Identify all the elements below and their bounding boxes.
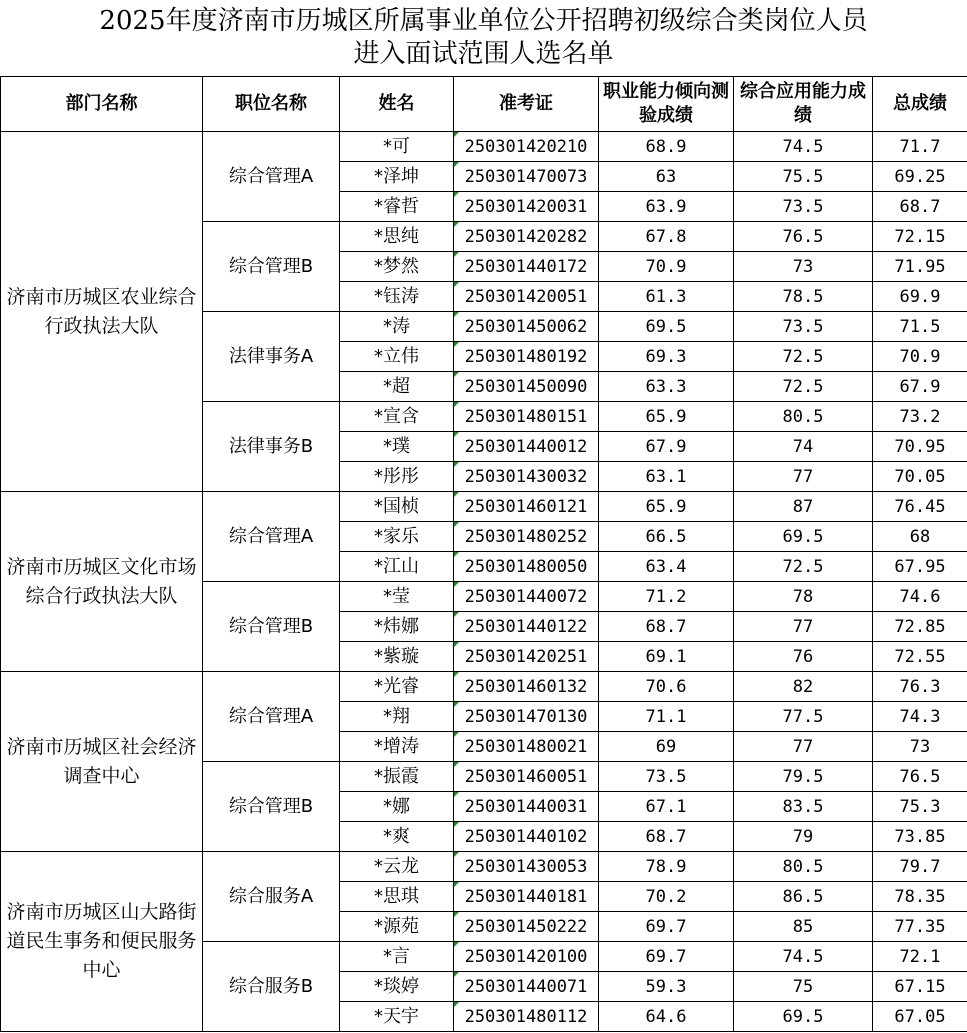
applied-score-cell: 75.5 bbox=[734, 162, 873, 192]
total-score-cell: 71.7 bbox=[873, 132, 967, 162]
position-cell: 综合管理B bbox=[203, 762, 340, 852]
header-department: 部门名称 bbox=[1, 77, 203, 132]
aptitude-score-cell: 66.5 bbox=[599, 522, 734, 552]
table-row bbox=[1, 132, 967, 162]
position-cell: 综合管理B bbox=[203, 222, 340, 312]
title-line-2: 进入面试范围人选名单 bbox=[353, 39, 614, 69]
table-row bbox=[1, 672, 967, 702]
aptitude-score-cell: 69.5 bbox=[599, 312, 734, 342]
aptitude-score-cell: 63 bbox=[599, 162, 734, 192]
applied-score-cell: 73.5 bbox=[734, 192, 873, 222]
total-score-cell: 78.35 bbox=[873, 882, 967, 912]
aptitude-score-cell: 67.9 bbox=[599, 432, 734, 462]
table-row bbox=[1, 492, 967, 522]
candidate-name-cell: *宣含 bbox=[340, 402, 454, 432]
exam-id-cell: 250301420210 bbox=[454, 132, 599, 162]
aptitude-score-cell: 73.5 bbox=[599, 762, 734, 792]
department-cell: 济南市历城区文化市场综合行政执法大队 bbox=[1, 492, 203, 672]
applied-score-cell: 74.5 bbox=[734, 132, 873, 162]
total-score-cell: 69.9 bbox=[873, 282, 967, 312]
exam-id-cell: 250301480192 bbox=[454, 342, 599, 372]
exam-id-cell: 250301480050 bbox=[454, 552, 599, 582]
total-score-cell: 72.85 bbox=[873, 612, 967, 642]
header-name: 姓名 bbox=[340, 77, 454, 132]
total-score-cell: 67.05 bbox=[873, 1002, 967, 1032]
total-score-cell: 77.35 bbox=[873, 912, 967, 942]
candidate-name-cell: *涛 bbox=[340, 312, 454, 342]
exam-id-cell: 250301450062 bbox=[454, 312, 599, 342]
header-row bbox=[1, 77, 967, 132]
applied-score-cell: 73 bbox=[734, 252, 873, 282]
total-score-cell: 71.5 bbox=[873, 312, 967, 342]
candidate-name-cell: *家乐 bbox=[340, 522, 454, 552]
candidate-name-cell: *增涛 bbox=[340, 732, 454, 762]
applied-score-cell: 83.5 bbox=[734, 792, 873, 822]
department-cell: 济南市历城区农业综合行政执法大队 bbox=[1, 132, 203, 492]
candidate-name-cell: *可 bbox=[340, 132, 454, 162]
candidate-name-cell: *炜娜 bbox=[340, 612, 454, 642]
applied-score-cell: 86.5 bbox=[734, 882, 873, 912]
exam-id-cell: 250301420251 bbox=[454, 642, 599, 672]
aptitude-score-cell: 65.9 bbox=[599, 402, 734, 432]
title-line-1: 2025年度济南市历城区所属事业单位公开招聘初级综合类岗位人员 bbox=[99, 6, 868, 36]
candidate-name-cell: *国桢 bbox=[340, 492, 454, 522]
aptitude-score-cell: 69.7 bbox=[599, 942, 734, 972]
applied-score-cell: 74.5 bbox=[734, 942, 873, 972]
applied-score-cell: 78.5 bbox=[734, 282, 873, 312]
total-score-cell: 76.3 bbox=[873, 672, 967, 702]
aptitude-score-cell: 63.9 bbox=[599, 192, 734, 222]
candidate-name-cell: *云龙 bbox=[340, 852, 454, 882]
exam-id-cell: 250301430053 bbox=[454, 852, 599, 882]
exam-id-cell: 250301480151 bbox=[454, 402, 599, 432]
aptitude-score-cell: 69.3 bbox=[599, 342, 734, 372]
aptitude-score-cell: 63.1 bbox=[599, 462, 734, 492]
applied-score-cell: 76 bbox=[734, 642, 873, 672]
aptitude-score-cell: 63.3 bbox=[599, 372, 734, 402]
applied-score-cell: 77 bbox=[734, 612, 873, 642]
total-score-cell: 73.85 bbox=[873, 822, 967, 852]
applied-score-cell: 77.5 bbox=[734, 702, 873, 732]
exam-id-cell: 250301460051 bbox=[454, 762, 599, 792]
header-exam-id: 准考证 bbox=[454, 77, 599, 132]
candidate-name-cell: *光睿 bbox=[340, 672, 454, 702]
candidate-name-cell: *思纯 bbox=[340, 222, 454, 252]
applied-score-cell: 85 bbox=[734, 912, 873, 942]
total-score-cell: 67.15 bbox=[873, 972, 967, 1002]
exam-id-cell: 250301440071 bbox=[454, 972, 599, 1002]
candidate-name-cell: *梦然 bbox=[340, 252, 454, 282]
candidate-name-cell: *睿哲 bbox=[340, 192, 454, 222]
candidate-name-cell: *紫璇 bbox=[340, 642, 454, 672]
applied-score-cell: 77 bbox=[734, 732, 873, 762]
department-cell: 济南市历城区山大路街道民生事务和便民服务中心 bbox=[1, 852, 203, 1032]
exam-id-cell: 250301420031 bbox=[454, 192, 599, 222]
aptitude-score-cell: 71.2 bbox=[599, 582, 734, 612]
applied-score-cell: 74 bbox=[734, 432, 873, 462]
total-score-cell: 76.5 bbox=[873, 762, 967, 792]
candidate-name-cell: *琰婷 bbox=[340, 972, 454, 1002]
position-cell: 法律事务B bbox=[203, 402, 340, 492]
applied-score-cell: 69.5 bbox=[734, 1002, 873, 1032]
candidate-name-cell: *立伟 bbox=[340, 342, 454, 372]
position-cell: 综合管理B bbox=[203, 582, 340, 672]
header-applied-score: 综合应用能力成绩 bbox=[734, 77, 873, 132]
page-title bbox=[0, 0, 967, 76]
total-score-cell: 79.7 bbox=[873, 852, 967, 882]
exam-id-cell: 250301450090 bbox=[454, 372, 599, 402]
applied-score-cell: 76.5 bbox=[734, 222, 873, 252]
aptitude-score-cell: 78.9 bbox=[599, 852, 734, 882]
candidate-name-cell: *爽 bbox=[340, 822, 454, 852]
exam-id-cell: 250301420282 bbox=[454, 222, 599, 252]
total-score-cell: 70.95 bbox=[873, 432, 967, 462]
applied-score-cell: 72.5 bbox=[734, 342, 873, 372]
candidate-name-cell: *言 bbox=[340, 942, 454, 972]
applied-score-cell: 72.5 bbox=[734, 372, 873, 402]
exam-id-cell: 250301480112 bbox=[454, 1002, 599, 1032]
exam-id-cell: 250301440172 bbox=[454, 252, 599, 282]
aptitude-score-cell: 70.9 bbox=[599, 252, 734, 282]
candidate-name-cell: *超 bbox=[340, 372, 454, 402]
aptitude-score-cell: 63.4 bbox=[599, 552, 734, 582]
exam-id-cell: 250301460121 bbox=[454, 492, 599, 522]
aptitude-score-cell: 70.6 bbox=[599, 672, 734, 702]
exam-id-cell: 250301470073 bbox=[454, 162, 599, 192]
candidate-name-cell: *钰涛 bbox=[340, 282, 454, 312]
total-score-cell: 72.15 bbox=[873, 222, 967, 252]
applied-score-cell: 72.5 bbox=[734, 552, 873, 582]
exam-id-cell: 250301480021 bbox=[454, 732, 599, 762]
position-cell: 综合管理A bbox=[203, 672, 340, 762]
applied-score-cell: 80.5 bbox=[734, 402, 873, 432]
aptitude-score-cell: 69 bbox=[599, 732, 734, 762]
aptitude-score-cell: 59.3 bbox=[599, 972, 734, 1002]
position-cell: 综合服务A bbox=[203, 852, 340, 942]
total-score-cell: 72.55 bbox=[873, 642, 967, 672]
exam-id-cell: 250301440072 bbox=[454, 582, 599, 612]
total-score-cell: 67.95 bbox=[873, 552, 967, 582]
total-score-cell: 67.9 bbox=[873, 372, 967, 402]
header-total-score: 总成绩 bbox=[873, 77, 967, 132]
aptitude-score-cell: 67.1 bbox=[599, 792, 734, 822]
total-score-cell: 68.7 bbox=[873, 192, 967, 222]
candidate-name-cell: *泽坤 bbox=[340, 162, 454, 192]
aptitude-score-cell: 61.3 bbox=[599, 282, 734, 312]
applied-score-cell: 73.5 bbox=[734, 312, 873, 342]
department-cell: 济南市历城区社会经济调查中心 bbox=[1, 672, 203, 852]
exam-id-cell: 250301470130 bbox=[454, 702, 599, 732]
aptitude-score-cell: 69.7 bbox=[599, 912, 734, 942]
aptitude-score-cell: 68.7 bbox=[599, 612, 734, 642]
candidate-name-cell: *娜 bbox=[340, 792, 454, 822]
applied-score-cell: 79.5 bbox=[734, 762, 873, 792]
aptitude-score-cell: 68.9 bbox=[599, 132, 734, 162]
candidate-name-cell: *彤彤 bbox=[340, 462, 454, 492]
total-score-cell: 76.45 bbox=[873, 492, 967, 522]
position-cell: 综合服务B bbox=[203, 942, 340, 1032]
exam-id-cell: 250301440012 bbox=[454, 432, 599, 462]
exam-id-cell: 250301440031 bbox=[454, 792, 599, 822]
candidate-name-cell: *天宇 bbox=[340, 1002, 454, 1032]
exam-id-cell: 250301450222 bbox=[454, 912, 599, 942]
exam-id-cell: 250301420051 bbox=[454, 282, 599, 312]
position-cell: 综合管理A bbox=[203, 492, 340, 582]
table-row bbox=[1, 852, 967, 882]
aptitude-score-cell: 71.1 bbox=[599, 702, 734, 732]
exam-id-cell: 250301430032 bbox=[454, 462, 599, 492]
applied-score-cell: 79 bbox=[734, 822, 873, 852]
candidate-table bbox=[0, 76, 967, 1032]
exam-id-cell: 250301440102 bbox=[454, 822, 599, 852]
applied-score-cell: 82 bbox=[734, 672, 873, 702]
position-cell: 综合管理A bbox=[203, 132, 340, 222]
aptitude-score-cell: 65.9 bbox=[599, 492, 734, 522]
aptitude-score-cell: 67.8 bbox=[599, 222, 734, 252]
applied-score-cell: 69.5 bbox=[734, 522, 873, 552]
aptitude-score-cell: 69.1 bbox=[599, 642, 734, 672]
total-score-cell: 73 bbox=[873, 732, 967, 762]
candidate-name-cell: *翔 bbox=[340, 702, 454, 732]
total-score-cell: 73.2 bbox=[873, 402, 967, 432]
exam-id-cell: 250301440181 bbox=[454, 882, 599, 912]
total-score-cell: 68 bbox=[873, 522, 967, 552]
exam-id-cell: 250301480252 bbox=[454, 522, 599, 552]
applied-score-cell: 87 bbox=[734, 492, 873, 522]
exam-id-cell: 250301440122 bbox=[454, 612, 599, 642]
candidate-name-cell: *璞 bbox=[340, 432, 454, 462]
total-score-cell: 70.05 bbox=[873, 462, 967, 492]
applied-score-cell: 77 bbox=[734, 462, 873, 492]
total-score-cell: 72.1 bbox=[873, 942, 967, 972]
candidate-name-cell: *思琪 bbox=[340, 882, 454, 912]
total-score-cell: 71.95 bbox=[873, 252, 967, 282]
total-score-cell: 70.9 bbox=[873, 342, 967, 372]
candidate-name-cell: *振霞 bbox=[340, 762, 454, 792]
total-score-cell: 75.3 bbox=[873, 792, 967, 822]
aptitude-score-cell: 64.6 bbox=[599, 1002, 734, 1032]
total-score-cell: 74.3 bbox=[873, 702, 967, 732]
candidate-name-cell: *莹 bbox=[340, 582, 454, 612]
aptitude-score-cell: 70.2 bbox=[599, 882, 734, 912]
total-score-cell: 69.25 bbox=[873, 162, 967, 192]
candidate-name-cell: *源苑 bbox=[340, 912, 454, 942]
position-cell: 法律事务A bbox=[203, 312, 340, 402]
exam-id-cell: 250301420100 bbox=[454, 942, 599, 972]
applied-score-cell: 75 bbox=[734, 972, 873, 1002]
aptitude-score-cell: 68.7 bbox=[599, 822, 734, 852]
header-aptitude-score: 职业能力倾向测验成绩 bbox=[599, 77, 734, 132]
candidate-name-cell: *江山 bbox=[340, 552, 454, 582]
applied-score-cell: 80.5 bbox=[734, 852, 873, 882]
exam-id-cell: 250301460132 bbox=[454, 672, 599, 702]
header-position: 职位名称 bbox=[203, 77, 340, 132]
applied-score-cell: 78 bbox=[734, 582, 873, 612]
total-score-cell: 74.6 bbox=[873, 582, 967, 612]
